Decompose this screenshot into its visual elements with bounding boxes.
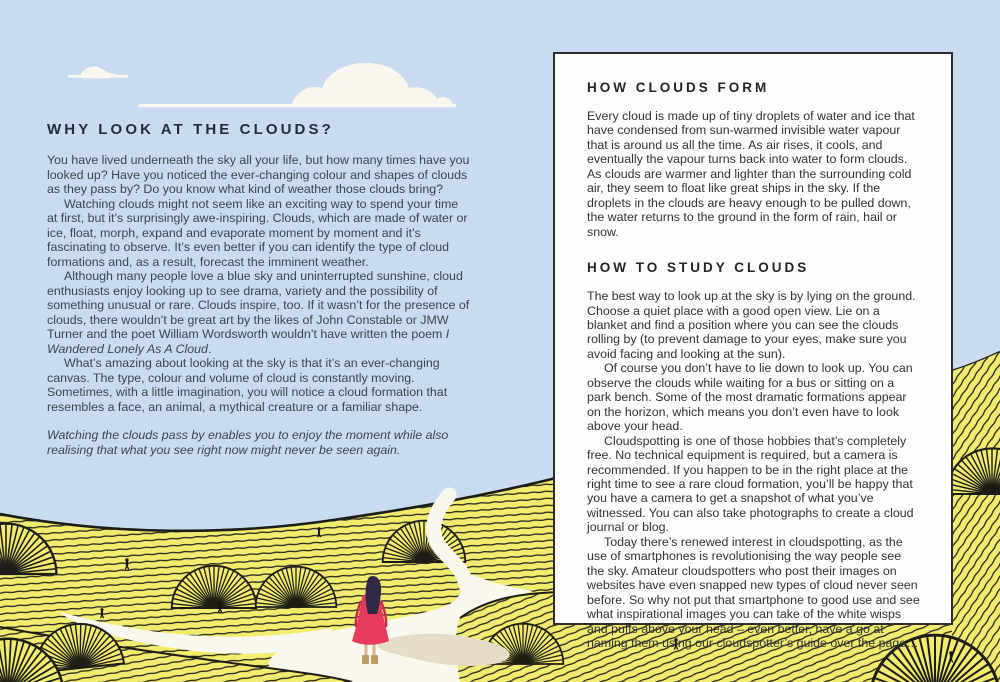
left-column: [47, 121, 471, 457]
section-heading: HOW CLOUDS FORM: [587, 80, 770, 95]
hill-right-strip: [948, 352, 1000, 682]
section-how-to-study-clouds: [587, 260, 921, 650]
paragraph: Every cloud is made up of tiny droplets of water and ice that have condensed from sun-warmed invisible water vapour that is around us all the time. As air rises, it cools, and eventually the vapour turns back into water to form clouds. As clouds are warmer and lighter than the surrounding cold air, they seem to float like great ships in the sky. If the droplets in the clouds are heavy enough to be pulled down, the water returns to the ground in the form of rain, hail or snow.: [587, 109, 915, 239]
paragraph: Today there’s renewed interest in cloudspotting, as the use of smartphones is revolutionising the way people see the sky. Amateur cloudspotters who post their images on websites have even snapped new types of cloud never seen before. So why not put that smartphone to good use and see what inspirational images you can take of the white wisps and puffs above your head – even better, have a go at naming them using our cloudspotter’s guide over the page…: [587, 534, 920, 650]
boot: [362, 655, 369, 664]
paragraph: Cloudspotting is one of those hobbies that’s completely free. No technical equipment is required, but a camera is recommended. If you happen to be in the right place at the right time to see a rare cloud formation, you’ll be happy that you have a camera to get a snapshot of what you’ve witnessed. You can also take photographs to create a cloud journal or blog.: [587, 433, 914, 535]
section-heading: HOW TO STUDY CLOUDS: [587, 260, 810, 276]
paragraph: The best way to look up at the sky is by lying on the ground. Choose a quiet place with a good open view. Lie on a blanket and find a position where you can see the clouds rolling by (to prevent damage to your eyes, make sure you avoid facing and looking at the sun).: [587, 289, 916, 361]
paragraph: What’s amazing about looking at the sky is that it’s an ever-changing canvas. The type, colour and volume of cloud is constantly moving. Sometimes, with a little imagination, you will notice a cloud formation that resembles a face, an animal, a mythical creature or a familiar shape.: [47, 356, 448, 414]
paragraph: Watching clouds might not seem like an exciting way to spend your time at first, but it’s surprisingly awe-inspiring. Clouds, which are made of water or ice, float, morph, expand and evaporate moment by moment and it’s fascinating to observe. It’s even better if you can identify the type of cloud formations and, as a result, forecast the imminent weather.: [47, 196, 468, 269]
page-title: WHY LOOK AT THE CLOUDS?: [47, 121, 334, 138]
poem-title: I Wandered Lonely As A Cloud: [47, 327, 450, 356]
boot: [371, 655, 378, 664]
paragraph: You have lived underneath the sky all your life, but how many times have you looked up? Have you noticed the ever-changing colour and shapes of clouds as they pass by? Do you know what kind of weather those clouds bring?: [47, 153, 470, 196]
section-how-clouds-form: [587, 80, 921, 239]
info-card: [553, 52, 953, 650]
paragraph-text: Although many people love a blue sky and uninterrupted sunshine, cloud enthusiasts enjoy looking up to see drama, variety and the possibility of something unusual or rare. Clouds inspire, too. If it wasn’t for the presence of clouds, there wouldn’t be great art by the likes of John Constable or JMW Turner and the poet William Wordsworth wouldn’t have written the poem: [47, 269, 470, 341]
paragraph: [47, 269, 471, 356]
poem-suffix: .: [207, 341, 212, 356]
italic-note: Watching the clouds pass by enables you to enjoy the moment while also realising that what you see right now might never be seen again.: [47, 428, 449, 457]
paragraph: Of course you don’t have to lie down to look up. You can observe the clouds while waiting for a bus or sitting on a park bench. Some of the most dramatic formations appear on the horizon, which means you don’t even have to look above your head.: [587, 361, 913, 434]
